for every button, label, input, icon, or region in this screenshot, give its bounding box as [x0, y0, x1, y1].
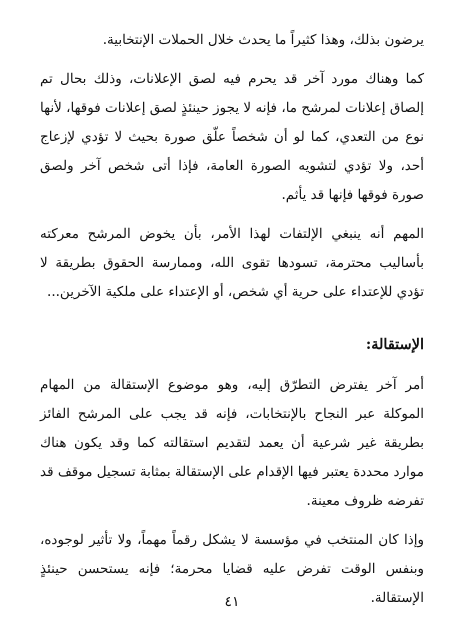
paragraph-5: وإذا كان المنتخب في مؤسسة لا يشكل رقماً مهماً، ولا تأثير لوجوده، وبنفس الوقت تفرض عليه قضايا محرمة؛ فإنه يستحسن حينئذٍ الإستقالة.: [40, 532, 424, 606]
paragraph-1: يرضون بذلك، وهذا كثيراً ما يحدث خلال الحملات الإنتخابية.: [102, 32, 424, 48]
page-number: ٤١: [224, 594, 240, 610]
section-gap: [40, 307, 424, 329]
section-heading: الإستقالة:: [365, 336, 424, 353]
document-page: [40, 26, 424, 613]
paragraph-gap: [40, 516, 424, 526]
paragraph-gap: [40, 361, 424, 371]
paragraph-2: كما وهناك مورد آخر قد يحرم فيه لصق الإعلانات، وذلك بحال تم إلصاق إعلانات لمرشح ما، فإنه لا يجوز حينئذٍ لصق إعلانات فوقها، لأنها نوع من التعدي، كما لو أن شخصاً علّق صورة بحيث لا تؤدي لإزعاج أحد، ولا تؤدي لتشويه الصورة العامة، فإذا أتى شخص آخر ولصق صورة فوقها فإنها قد يأثم.: [40, 71, 424, 203]
paragraph-4: أمر آخر يفترض التطرّق إليه، وهو موضوع الإستقالة من المهام الموكلة عبر النجاح بالإنتخابات، فإنه قد يجب على المرشح الفائز بطريقة غير شرعية أن يعمد لتقديم استقالته كما وقد يكون هناك موارد محددة يعتبر فيها الإقدام على الإستقالة بمثابة تسجيل موقف قد تفرضه ظروف معينة.: [40, 377, 424, 509]
paragraph-gap: [40, 55, 424, 65]
paragraph-gap: [40, 210, 424, 220]
paragraph-3: المهم أنه ينبغي الإلتفات لهذا الأمر، بأن يخوض المرشح معركته بأساليب محترمة، تسودها تقوى الله، وممارسة الحقوق بطريقة لا تؤدي للإعتداء على حرية أي شخص، أو الإعتداء على ملكية الآخرين...: [40, 226, 424, 300]
